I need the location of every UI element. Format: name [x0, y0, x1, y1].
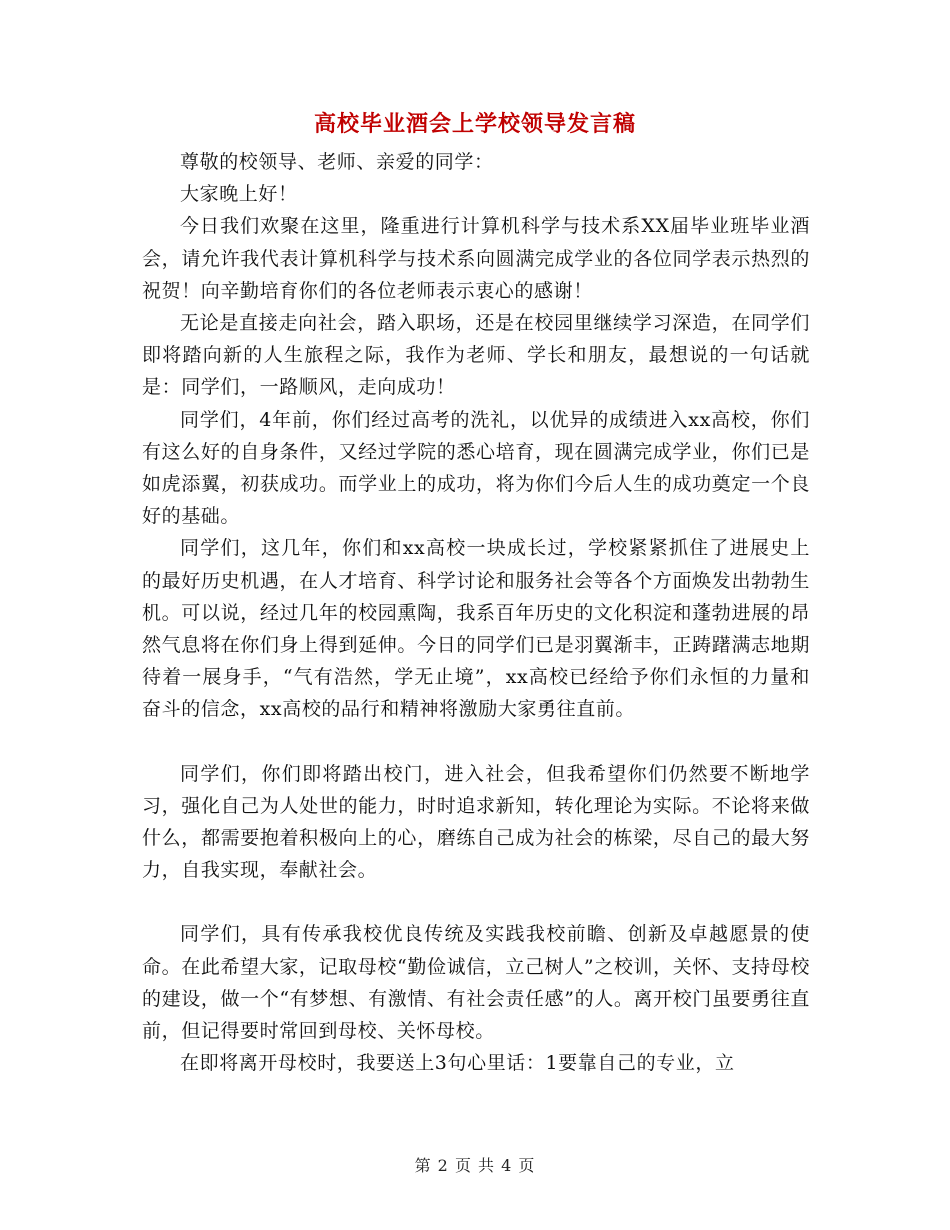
body-paragraph: 同学们，你们即将踏出校门，进入社会，但我希望你们仍然要不断地学习，强化自己为人处世的能力，时时追求新知，转化理论为实际。不论将来做什么，都需要抱着积极向上的心，磨练自己成为社会的栋梁，尽自己的最大努力，自我实现，奉献社会。 [142, 762, 810, 882]
body-paragraph: 同学们，具有传承我校优良传统及实践我校前瞻、创新及卓越愿景的使命。在此希望大家，记取母校“勤俭诚信，立己树人”之校训，关怀、支持母校的建设，做一个“有梦想、有激情、有社会责任感”的人。离开校门虽要勇往直前，但记得要时常回到母校、关怀母校。 [142, 923, 810, 1043]
document-body [142, 146, 810, 1079]
body-paragraph: 今日我们欢聚在这里，隆重进行计算机科学与技术系XX届毕业班毕业酒会，请允许我代表计算机科学与技术系向圆满完成学业的各位同学表示热烈的祝贺！向辛勤培育你们的各位老师表示衷心的感谢！ [142, 215, 810, 302]
page-number-footer: 第 2 页 共 4 页 [414, 1156, 536, 1175]
body-paragraph: 同学们，这几年，你们和xx高校一块成长过，学校紧紧抓住了进展史上的最好历史机遇，在人才培育、科学讨论和服务社会等各个方面焕发出勃勃生机。可以说，经过几年的校园熏陶，我系百年历史的文化积淀和蓬勃进展的昂然气息将在你们身上得到延伸。今日的同学们已是羽翼渐丰，正踌躇满志地期待着一展身手，“气有浩然，学无止境”，xx高校已经给予你们永恒的力量和奋斗的信念，xx高校的品行和精神将激励大家勇往直前。 [142, 537, 810, 721]
salutation: 尊敬的校领导、老师、亲爱的同学： [180, 151, 494, 173]
greeting: 大家晚上好！ [180, 183, 298, 206]
body-paragraph: 在即将离开母校时，我要送上3句心里话：1要靠自己的专业，立 [180, 1052, 735, 1075]
body-paragraph: 同学们，4年前，你们经过高考的洗礼，以优异的成绩进入xx高校，你们有这么好的自身条件，又经过学院的悉心培育，现在圆满完成学业，你们已是如虎添翼，初获成功。而学业上的成功，将为你们今后人生的成功奠定一个良好的基础。 [142, 408, 810, 528]
body-paragraph: 无论是直接走向社会，踏入职场，还是在校园里继续学习深造，在同学们即将踏向新的人生旅程之际，我作为老师、学长和朋友，最想说的一句话就是：同学们，一路顺风，走向成功！ [142, 312, 810, 399]
document-title: 高校毕业酒会上学校领导发言稿 [313, 111, 636, 137]
